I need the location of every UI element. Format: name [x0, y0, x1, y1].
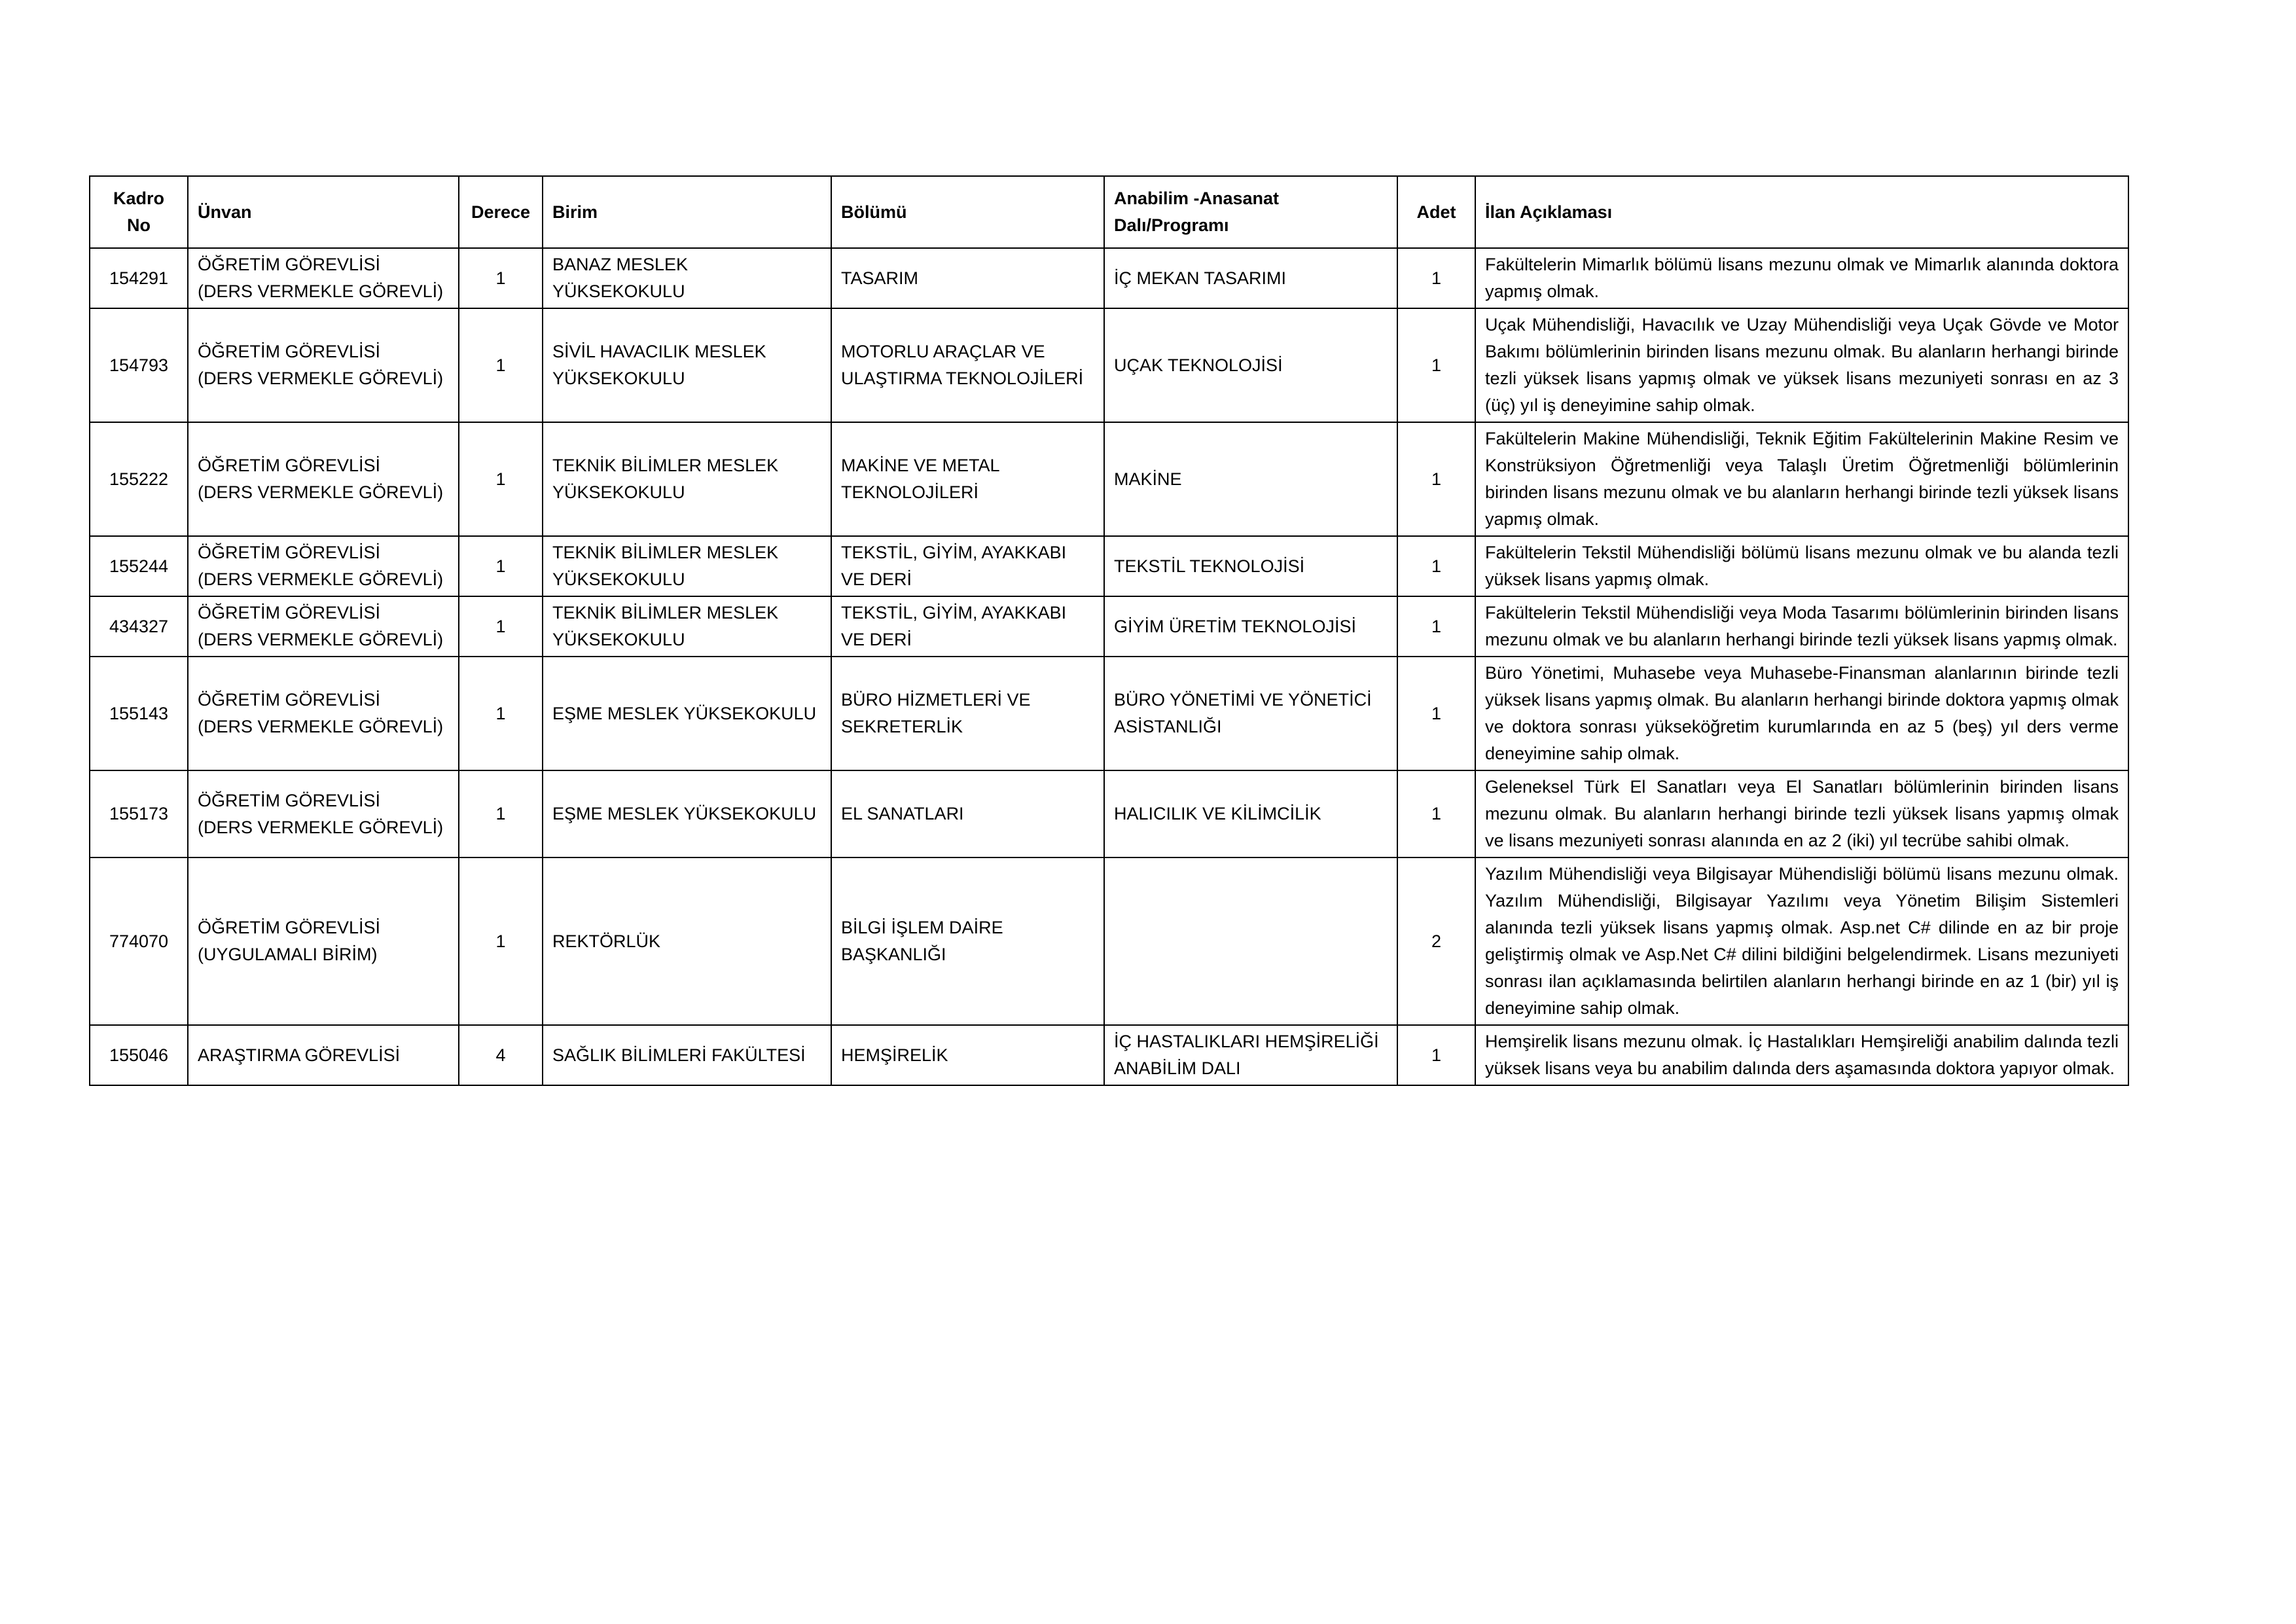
cell-ilan-aciklamasi: Fakültelerin Tekstil Mühendisliği bölümü lisans mezunu olmak ve bu alanda tezli yüksek lisans yapmış olmak. [1475, 536, 2128, 596]
cell-kadro-no: 155222 [90, 422, 188, 536]
cell-unvan [188, 770, 459, 857]
cell-anabilim-line: BÜRO YÖNETİMİ VE YÖNETİCİ [1114, 690, 1372, 710]
cell-adet: 2 [1397, 857, 1475, 1025]
cell-bolumu [831, 657, 1104, 770]
table-row [90, 308, 2128, 422]
cell-anabilim [1104, 657, 1397, 770]
cell-adet: 1 [1397, 308, 1475, 422]
cell-derece: 1 [459, 308, 543, 422]
cell-anabilim [1104, 422, 1397, 536]
cell-anabilim-line: İÇ MEKAN TASARIMI [1114, 268, 1287, 288]
cell-ilan-aciklamasi: Hemşirelik lisans mezunu olmak. İç Hastalıkları Hemşireliği anabilim dalında tezli yüksek lisans veya bu anabilim dalında ders aşamasında doktora yapıyor olmak. [1475, 1025, 2128, 1085]
cell-unvan-line: ARAŞTIRMA GÖREVLİSİ [198, 1045, 401, 1065]
cell-birim-line: YÜKSEKOKULU [552, 281, 685, 301]
table-row [90, 248, 2128, 308]
cell-unvan-line: ÖĞRETİM GÖREVLİSİ [198, 456, 381, 475]
cell-birim-line: SİVİL HAVACILIK MESLEK [552, 342, 766, 361]
cell-bolumu-line: TEKSTİL, GİYİM, AYAKKABI [841, 543, 1067, 562]
cell-bolumu-line: BAŞKANLIĞI [841, 945, 946, 964]
cell-ilan-aciklamasi: Yazılım Mühendisliği veya Bilgisayar Mühendisliği bölümü lisans mezunu olmak. Yazılım Mühendisliği, Bilgisayar Yazılımı veya Yönetim Bilişim Sistemleri alanında tezli yüksek lisans yapmış olmak. Asp.net C# dilinde en az bir proje geliştirmiş olmak ve Asp.Net C# dilini bildiğini belgelendirmek. Lisans mezuniyeti sonrası ilan açıklamasında belirtilen alanların herhangi birinde en az 1 (bir) yıl iş deneyimine sahip olmak. [1475, 857, 2128, 1025]
cell-anabilim-line: GİYİM ÜRETİM TEKNOLOJİSİ [1114, 616, 1357, 636]
cell-birim-line: EŞME MESLEK YÜKSEKOKULU [552, 804, 817, 823]
cell-derece: 1 [459, 596, 543, 657]
cell-unvan-line: (DERS VERMEKLE GÖREVLİ) [198, 281, 444, 301]
cell-birim-line: TEKNİK BİLİMLER MESLEK [552, 456, 779, 475]
cell-unvan-line: (DERS VERMEKLE GÖREVLİ) [198, 482, 444, 502]
cell-bolumu-line: ULAŞTIRMA TEKNOLOJİLERİ [841, 369, 1084, 388]
cell-unvan-line: ÖĞRETİM GÖREVLİSİ [198, 342, 381, 361]
header-kadro-no: Kadro No [90, 176, 188, 248]
cell-unvan [188, 248, 459, 308]
cell-ilan-aciklamasi: Fakültelerin Mimarlık bölümü lisans mezunu olmak ve Mimarlık alanında doktora yapmış olmak. [1475, 248, 2128, 308]
cell-derece: 1 [459, 857, 543, 1025]
cell-kadro-no: 155046 [90, 1025, 188, 1085]
cell-unvan-line: (DERS VERMEKLE GÖREVLİ) [198, 569, 444, 589]
cell-bolumu-line: HEMŞİRELİK [841, 1045, 948, 1065]
cell-anabilim-line: TEKSTİL TEKNOLOJİSİ [1114, 556, 1305, 576]
cell-birim [543, 536, 831, 596]
cell-derece: 1 [459, 536, 543, 596]
cell-unvan-line: (DERS VERMEKLE GÖREVLİ) [198, 369, 444, 388]
cell-birim-line: YÜKSEKOKULU [552, 369, 685, 388]
cell-kadro-no: 155244 [90, 536, 188, 596]
cell-unvan [188, 857, 459, 1025]
cell-anabilim-line: ASİSTANLIĞI [1114, 717, 1222, 736]
cell-birim [543, 596, 831, 657]
cell-anabilim-line: MAKİNE [1114, 469, 1182, 489]
cell-kadro-no: 434327 [90, 596, 188, 657]
cell-unvan-line: ÖĞRETİM GÖREVLİSİ [198, 255, 381, 274]
cell-derece: 1 [459, 770, 543, 857]
cell-unvan-line: (DERS VERMEKLE GÖREVLİ) [198, 630, 444, 649]
cell-kadro-no: 774070 [90, 857, 188, 1025]
cell-birim-line: TEKNİK BİLİMLER MESLEK [552, 543, 779, 562]
cell-bolumu [831, 308, 1104, 422]
cell-anabilim [1104, 596, 1397, 657]
cell-ilan-aciklamasi: Fakültelerin Tekstil Mühendisliği veya Moda Tasarımı bölümlerinin birinden lisans mezunu olmak ve bu alanların herhangi birinde tezli yüksek lisans yapmış olmak. [1475, 596, 2128, 657]
cell-anabilim [1104, 248, 1397, 308]
cell-unvan [188, 1025, 459, 1085]
cell-bolumu-line: SEKRETERLİK [841, 717, 963, 736]
header-bolumu: Bölümü [831, 176, 1104, 248]
cell-adet: 1 [1397, 596, 1475, 657]
cell-bolumu-line: TEKSTİL, GİYİM, AYAKKABI [841, 603, 1067, 623]
cell-unvan-line: (DERS VERMEKLE GÖREVLİ) [198, 717, 444, 736]
cell-adet: 1 [1397, 1025, 1475, 1085]
cell-bolumu [831, 857, 1104, 1025]
cell-anabilim [1104, 770, 1397, 857]
cell-birim-line: YÜKSEKOKULU [552, 482, 685, 502]
cell-birim-line: SAĞLIK BİLİMLERİ FAKÜLTESİ [552, 1045, 806, 1065]
header-birim: Birim [543, 176, 831, 248]
cell-ilan-aciklamasi: Büro Yönetimi, Muhasebe veya Muhasebe-Finansman alanlarının birinde tezli yüksek lisans yapmış olmak. Bu alanların herhangi birinde doktora yapmış olmak ve doktora sonrası yükseköğretim kurumlarında en az 5 (beş) yıl ders verme deneyimine sahip olmak. [1475, 657, 2128, 770]
cell-birim-line: BANAZ MESLEK [552, 255, 689, 274]
header-row [90, 176, 2128, 248]
cell-anabilim [1104, 536, 1397, 596]
cell-bolumu-line: BÜRO HİZMETLERİ VE [841, 690, 1031, 710]
cell-anabilim-line: UÇAK TEKNOLOJİSİ [1114, 355, 1283, 375]
cell-birim-line: YÜKSEKOKULU [552, 569, 685, 589]
header-unvan: Ünvan [188, 176, 459, 248]
cell-unvan-line: (UYGULAMALI BİRİM) [198, 945, 378, 964]
cell-birim [543, 248, 831, 308]
cell-birim [543, 857, 831, 1025]
cell-ilan-aciklamasi: Geleneksel Türk El Sanatları veya El Sanatları bölümlerinin birinden lisans mezunu olmak. Bu alanların herhangi birinde tezli yüksek lisans yapmış olmak ve lisans mezuniyeti sonrası alanında en az 2 (iki) yıl tecrübe sahibi olmak. [1475, 770, 2128, 857]
cell-unvan [188, 536, 459, 596]
cell-anabilim-line: İÇ HASTALIKLARI HEMŞİRELİĞİ [1114, 1032, 1379, 1051]
cell-bolumu [831, 596, 1104, 657]
cell-kadro-no: 154793 [90, 308, 188, 422]
cell-birim-line: EŞME MESLEK YÜKSEKOKULU [552, 703, 817, 723]
cell-adet: 1 [1397, 248, 1475, 308]
cell-anabilim-line: HALICILIK VE KİLİMCİLİK [1114, 804, 1321, 823]
cell-bolumu-line: TASARIM [841, 268, 919, 288]
cell-birim [543, 422, 831, 536]
cell-anabilim [1104, 308, 1397, 422]
cell-kadro-no: 155143 [90, 657, 188, 770]
header-ilan: İlan Açıklaması [1475, 176, 2128, 248]
cell-bolumu-line: MOTORLU ARAÇLAR VE [841, 342, 1045, 361]
cell-birim-line: REKTÖRLÜK [552, 931, 661, 951]
cell-bolumu-line: BİLGİ İŞLEM DAİRE [841, 918, 1003, 937]
cell-unvan-line: ÖĞRETİM GÖREVLİSİ [198, 603, 381, 623]
table-row [90, 1025, 2128, 1085]
cell-birim [543, 308, 831, 422]
table-row [90, 596, 2128, 657]
table-row [90, 857, 2128, 1025]
cell-birim [543, 657, 831, 770]
cell-kadro-no: 155173 [90, 770, 188, 857]
cell-adet: 1 [1397, 770, 1475, 857]
cell-bolumu-line: VE DERİ [841, 569, 912, 589]
job-listing-table [89, 175, 2129, 1086]
cell-unvan-line: ÖĞRETİM GÖREVLİSİ [198, 918, 381, 937]
cell-anabilim [1104, 857, 1397, 1025]
cell-adet: 1 [1397, 536, 1475, 596]
cell-bolumu-line: MAKİNE VE METAL [841, 456, 1000, 475]
header-derece: Derece [459, 176, 543, 248]
table-row [90, 536, 2128, 596]
cell-bolumu-line: EL SANATLARI [841, 804, 964, 823]
cell-kadro-no: 154291 [90, 248, 188, 308]
cell-ilan-aciklamasi: Fakültelerin Makine Mühendisliği, Teknik Eğitim Fakültelerinin Makine Resim ve Konstrüksiyon Öğretmenliği veya Talaşlı Üretim Öğretmenliği bölümlerinin birinden lisans mezunu olmak ve bu alanların herhangi birinde tezli yüksek lisans yapmış olmak. [1475, 422, 2128, 536]
cell-bolumu-line: TEKNOLOJİLERİ [841, 482, 979, 502]
table-row [90, 657, 2128, 770]
cell-unvan [188, 657, 459, 770]
cell-unvan-line: ÖĞRETİM GÖREVLİSİ [198, 543, 381, 562]
cell-adet: 1 [1397, 657, 1475, 770]
cell-adet: 1 [1397, 422, 1475, 536]
table-row [90, 422, 2128, 536]
cell-anabilim [1104, 1025, 1397, 1085]
cell-unvan [188, 422, 459, 536]
cell-birim [543, 1025, 831, 1085]
header-adet: Adet [1397, 176, 1475, 248]
cell-unvan [188, 308, 459, 422]
cell-bolumu-line: VE DERİ [841, 630, 912, 649]
cell-unvan-line: ÖĞRETİM GÖREVLİSİ [198, 790, 381, 810]
cell-derece: 4 [459, 1025, 543, 1085]
cell-birim-line: YÜKSEKOKULU [552, 630, 685, 649]
cell-birim-line: TEKNİK BİLİMLER MESLEK [552, 603, 779, 623]
cell-unvan-line: ÖĞRETİM GÖREVLİSİ [198, 690, 381, 710]
cell-birim [543, 770, 831, 857]
cell-unvan [188, 596, 459, 657]
cell-bolumu [831, 422, 1104, 536]
cell-derece: 1 [459, 248, 543, 308]
cell-anabilim-line: ANABİLİM DALI [1114, 1058, 1241, 1078]
cell-bolumu [831, 1025, 1104, 1085]
cell-ilan-aciklamasi: Uçak Mühendisliği, Havacılık ve Uzay Mühendisliği veya Uçak Gövde ve Motor Bakımı bölümlerinin birinden lisans mezunu olmak. Bu alanların herhangi birinde tezli yüksek lisans yapmış olmak ve yüksek lisans mezuniyeti sonrası en az 3 (üç) yıl iş deneyimine sahip olmak. [1475, 308, 2128, 422]
header-anabilim: Anabilim -Anasanat Dalı/Programı [1104, 176, 1397, 248]
cell-unvan-line: (DERS VERMEKLE GÖREVLİ) [198, 817, 444, 837]
cell-bolumu [831, 248, 1104, 308]
cell-derece: 1 [459, 422, 543, 536]
cell-derece: 1 [459, 657, 543, 770]
table-row [90, 770, 2128, 857]
cell-bolumu [831, 770, 1104, 857]
cell-bolumu [831, 536, 1104, 596]
